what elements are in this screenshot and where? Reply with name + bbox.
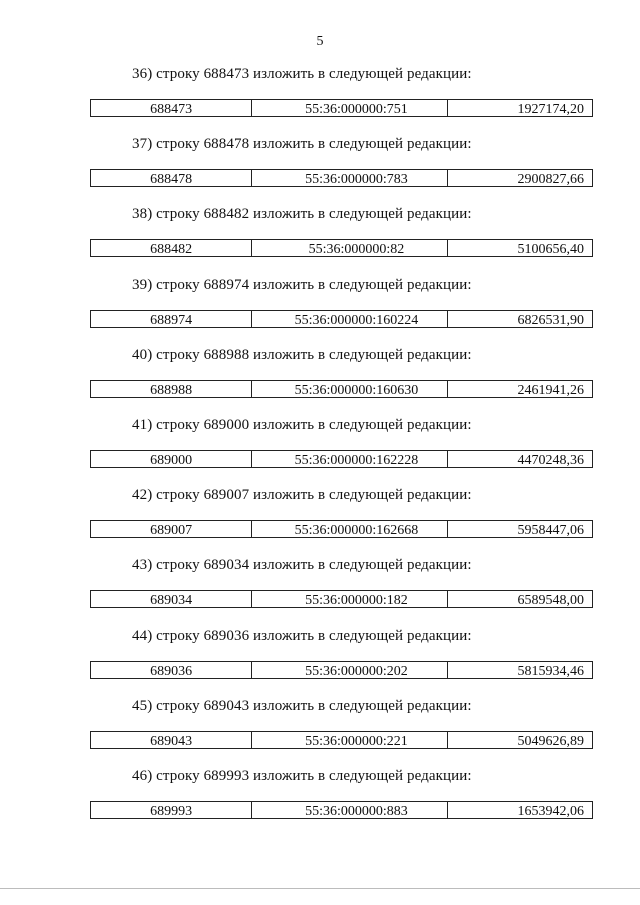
amendment-instruction: 38) строку 688482 изложить в следующей редакции:	[132, 206, 472, 223]
amendment-instruction: 43) строку 689034 изложить в следующей редакции:	[132, 557, 472, 574]
amendment-entry	[0, 760, 640, 830]
table-row	[90, 520, 593, 538]
cadastral-number-cell: 55:36:000000:162228	[252, 451, 447, 467]
row-code-cell: 689034	[91, 591, 252, 607]
cadastral-number-cell: 55:36:000000:202	[252, 662, 447, 678]
table-row	[90, 169, 593, 187]
table-row	[90, 99, 593, 117]
cadastral-number-cell: 55:36:000000:82	[252, 240, 447, 256]
amendment-entry	[0, 479, 640, 549]
value-cell: 2461941,26	[517, 382, 584, 398]
amendment-entry	[0, 269, 640, 339]
cadastral-number-cell: 55:36:000000:751	[252, 100, 447, 116]
row-code-cell: 688974	[91, 311, 252, 327]
amendment-entry	[0, 128, 640, 198]
amendment-entry	[0, 198, 640, 268]
value-cell: 1927174,20	[517, 102, 584, 117]
page-number: 5	[316, 34, 324, 49]
table-row	[90, 450, 593, 468]
amendment-entry	[0, 58, 640, 128]
value-cell: 5958447,06	[517, 523, 584, 539]
value-cell: 2900827,66	[517, 172, 584, 188]
value-cell: 4470248,36	[517, 452, 584, 468]
row-code-cell: 689993	[91, 802, 252, 818]
row-code-cell: 689007	[91, 521, 252, 537]
amendment-instruction: 37) строку 688478 изложить в следующей редакции:	[132, 136, 472, 153]
amendment-entry	[0, 690, 640, 760]
table-row	[90, 731, 593, 749]
value-cell: 5049626,89	[517, 733, 584, 749]
row-code-cell: 688988	[91, 381, 252, 397]
cadastral-number-cell: 55:36:000000:221	[252, 732, 447, 748]
amendment-instruction: 36) строку 688473 изложить в следующей редакции:	[132, 66, 472, 82]
table-row	[90, 590, 593, 608]
table-row	[90, 310, 593, 328]
amendment-entry	[0, 409, 640, 479]
amendment-instruction: 41) строку 689000 изложить в следующей редакции:	[132, 416, 472, 433]
row-code-cell: 688473	[91, 100, 252, 116]
row-code-cell: 689000	[91, 451, 252, 467]
row-code-cell: 688478	[91, 170, 252, 186]
value-cell: 6589548,00	[517, 593, 584, 609]
amendment-instruction: 39) строку 688974 изложить в следующей редакции:	[132, 276, 472, 293]
amendment-instruction: 44) строку 689036 изложить в следующей редакции:	[132, 627, 472, 644]
row-code-cell: 688482	[91, 240, 252, 256]
amendment-instruction: 46) строку 689993 изложить в следующей редакции:	[132, 767, 472, 784]
entries-list	[0, 58, 640, 830]
table-row	[90, 661, 593, 679]
cadastral-number-cell: 55:36:000000:883	[252, 802, 447, 818]
amendment-instruction: 40) строку 688988 изложить в следующей редакции:	[132, 346, 472, 363]
value-cell: 1653942,06	[517, 803, 584, 819]
row-code-cell: 689043	[91, 732, 252, 748]
value-cell: 6826531,90	[517, 312, 584, 328]
amendment-entry	[0, 620, 640, 690]
cadastral-number-cell: 55:36:000000:182	[252, 591, 447, 607]
scan-edge-line	[0, 888, 640, 889]
amendment-entry	[0, 549, 640, 619]
row-code-cell: 689036	[91, 662, 252, 678]
cadastral-number-cell: 55:36:000000:160630	[252, 381, 447, 397]
table-row	[90, 380, 593, 398]
table-row	[90, 801, 593, 819]
cadastral-number-cell: 55:36:000000:162668	[252, 521, 447, 537]
cadastral-number-cell: 55:36:000000:160224	[252, 311, 447, 327]
cadastral-number-cell: 55:36:000000:783	[252, 170, 447, 186]
value-cell: 5100656,40	[517, 242, 584, 258]
amendment-entry	[0, 339, 640, 409]
table-row	[90, 239, 593, 257]
amendment-instruction: 42) строку 689007 изложить в следующей редакции:	[132, 487, 472, 504]
value-cell: 5815934,46	[517, 663, 584, 679]
amendment-instruction: 45) строку 689043 изложить в следующей редакции:	[132, 697, 472, 714]
